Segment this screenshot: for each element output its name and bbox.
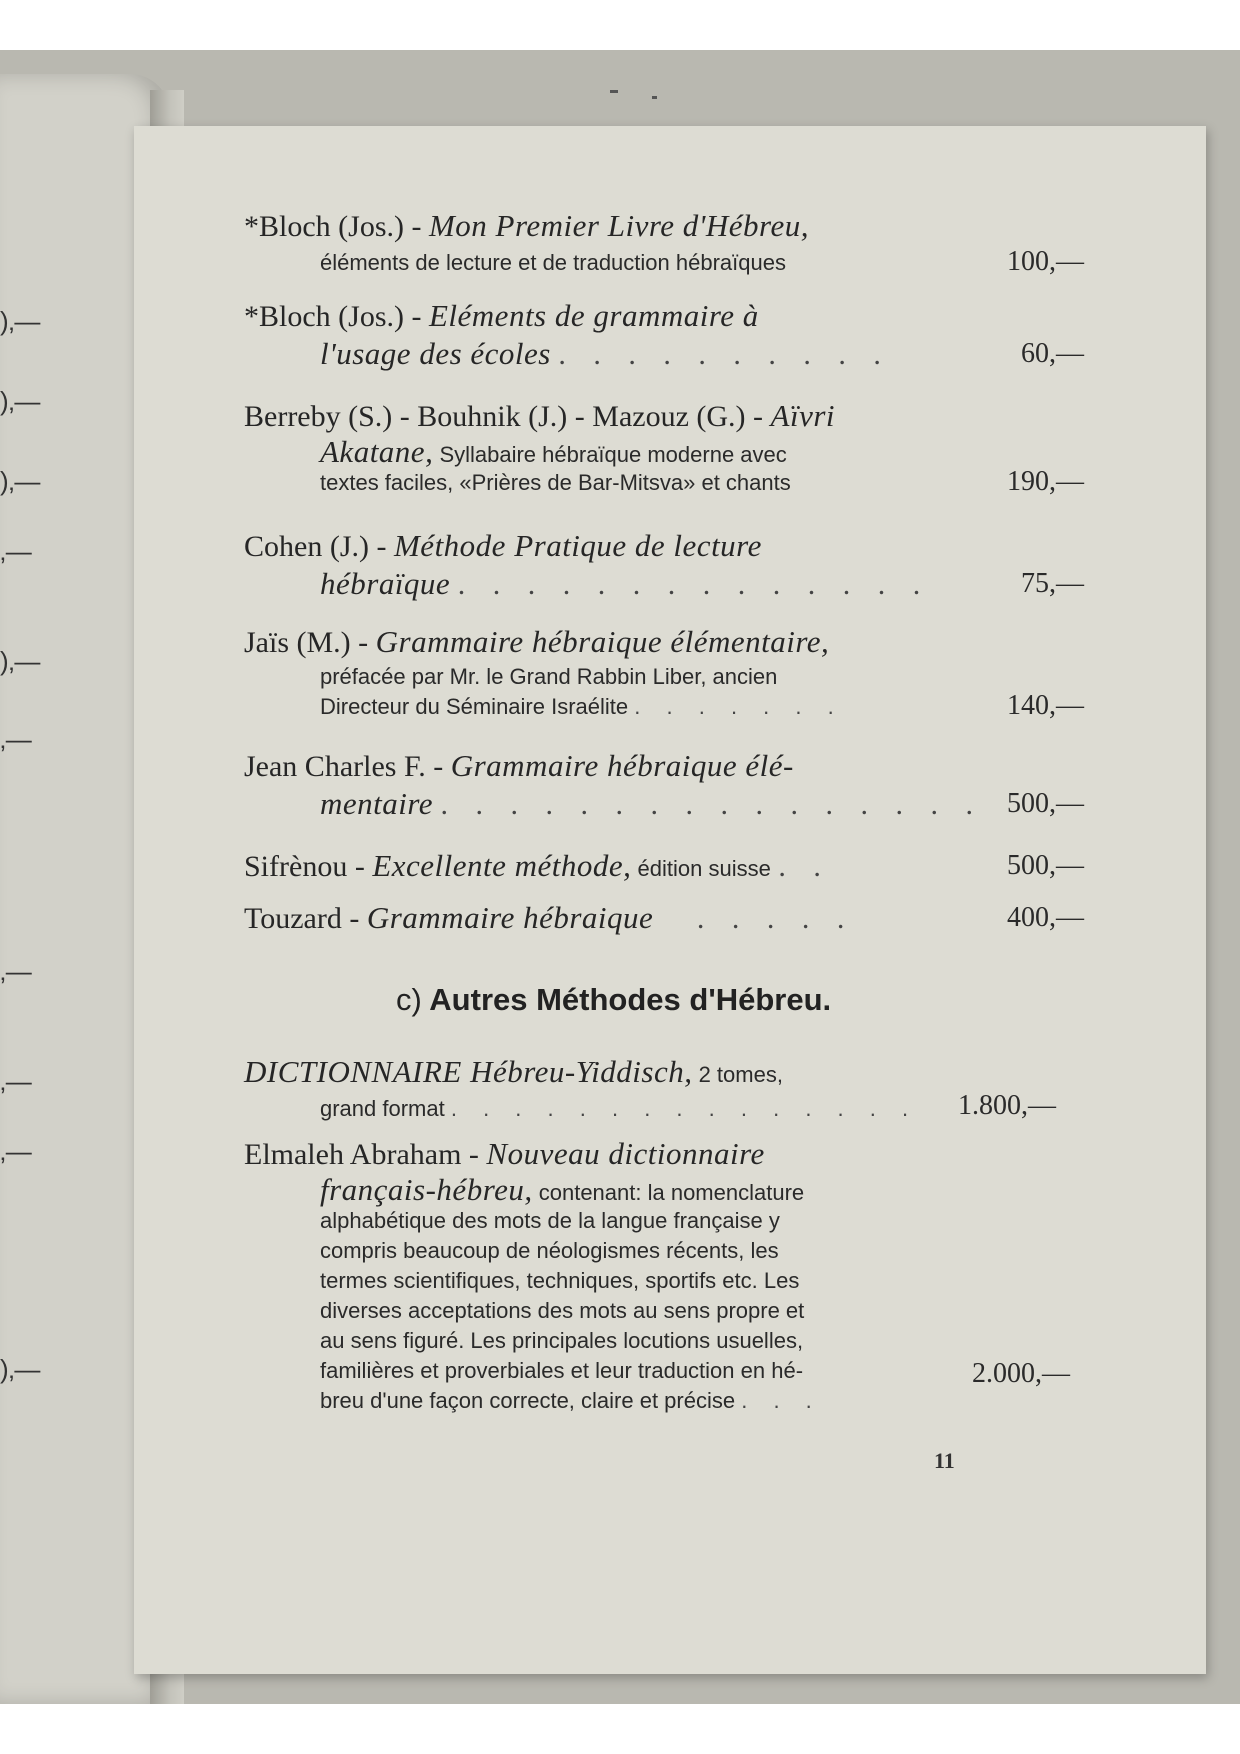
entry-title: Grammaire hébraique élémentaire, <box>375 624 830 659</box>
leader-dots: . . . . . . . . . . . . . . . <box>450 1096 919 1121</box>
entry-price: 500,— <box>1007 850 1084 881</box>
left-fragment: ‚— <box>0 1136 32 1166</box>
entry-price: 400,— <box>1007 902 1084 933</box>
entry-price: 190,— <box>1007 466 1084 497</box>
left-page-margin-fragments <box>0 74 60 1704</box>
entry-title: Grammaire hébraique <box>366 900 654 935</box>
left-fragment: )‚— <box>0 1354 41 1384</box>
left-fragment: )‚— <box>0 646 41 676</box>
leader-dots: . . . . . . . <box>634 694 844 719</box>
entry-description: breu d'une façon correcte, claire et précise <box>320 1388 736 1413</box>
entry-price: 140,— <box>1007 690 1084 721</box>
entry-author: *Bloch (Jos.) - <box>244 300 429 333</box>
catalog-entry <box>244 848 1084 888</box>
leader-dots: . . <box>778 850 831 883</box>
catalog-entry <box>244 900 1084 940</box>
entry-title: Eléments de grammaire à <box>428 298 759 333</box>
section-heading <box>396 982 831 1018</box>
catalog-entry <box>244 528 1084 608</box>
left-fragment: )‚— <box>0 466 41 496</box>
entry-description: préfacée par Mr. le Grand Rabbin Liber, ancien <box>320 664 778 689</box>
entry-author: Sifrènou - <box>244 850 373 883</box>
catalog-entry <box>244 1054 1084 1134</box>
entry-description: diverses acceptations des mots au sens propre et <box>320 1298 805 1323</box>
entry-description: Directeur du Séminaire Israélite <box>320 694 629 719</box>
left-fragment: ‚— <box>0 536 32 566</box>
leader-dots: . . . <box>741 1388 822 1413</box>
leader-dots: . . . . . . . . . . . . . . <box>457 568 931 601</box>
catalog-entry <box>244 1136 1084 1426</box>
entry-title-continued: français-hébreu, <box>320 1172 533 1207</box>
entry-author: Elmaleh Abraham - <box>244 1138 487 1171</box>
entry-author: Jaïs (M.) - <box>244 626 376 659</box>
entry-price: 75,— <box>1021 568 1084 599</box>
photo-background <box>0 50 1240 1704</box>
entry-title-continued: hébraïque <box>320 566 451 601</box>
entry-title: Excellente méthode, <box>372 848 632 883</box>
entry-author: Berreby (S.) - Bouhnik (J.) - Mazouz (G.) - <box>244 400 771 433</box>
entry-description: compris beaucoup de néologismes récents, les <box>320 1238 779 1263</box>
entry-price: 1.800,— <box>958 1090 1056 1121</box>
entry-description: alphabétique des mots de la langue française y <box>320 1208 780 1233</box>
entry-title: Aïvri <box>770 398 836 433</box>
entry-author: Touzard - <box>244 902 367 935</box>
entry-title-continued: mentaire <box>320 786 434 821</box>
leader-dots: . . . . . <box>696 902 855 935</box>
left-fragment: ‚— <box>0 1066 32 1096</box>
entry-price: 100,— <box>1007 246 1084 277</box>
left-fragment: )‚— <box>0 386 41 416</box>
entry-description: textes faciles, «Prières de Bar-Mitsva» et chants <box>320 470 791 495</box>
entry-description: 2 tomes, <box>692 1062 783 1087</box>
entry-description: Syllabaire hébraïque moderne avec <box>433 442 787 467</box>
entry-title: Grammaire hébraique élé- <box>450 748 794 783</box>
entry-price: 500,— <box>1007 788 1084 819</box>
entry-description: édition suisse <box>631 856 771 881</box>
entry-title: Mon Premier Livre d'Hébreu, <box>428 208 809 243</box>
left-fragment: )‚— <box>0 306 41 336</box>
entry-title: DICTIONNAIRE Hébreu-Yiddisch, <box>244 1054 693 1089</box>
entry-title: Nouveau dictionnaire <box>486 1136 765 1171</box>
section-title: Autres Méthodes d'Hébreu. <box>429 982 832 1017</box>
catalog-entry <box>244 398 1084 508</box>
catalog-entry <box>244 624 1084 734</box>
entry-author: *Bloch (Jos.) - <box>244 210 429 243</box>
speck <box>610 90 618 93</box>
entry-title-continued: l'usage des écoles <box>320 336 551 371</box>
entry-author: Cohen (J.) - <box>244 530 394 563</box>
catalog-entry <box>244 208 1084 288</box>
entry-price: 2.000,— <box>972 1358 1070 1389</box>
page-number: 11 <box>934 1448 955 1473</box>
left-fragment: ‚— <box>0 724 32 754</box>
speck <box>652 96 657 99</box>
entry-author: Jean Charles F. - <box>244 750 451 783</box>
entry-description: grand format <box>320 1096 445 1121</box>
leader-dots: . . . . . . . . . . . . . . . . <box>440 788 984 821</box>
catalog-entry <box>244 748 1084 828</box>
entry-description: termes scientifiques, techniques, sportifs etc. Les <box>320 1268 800 1293</box>
right-page <box>134 126 1206 1674</box>
section-letter: c) <box>396 982 422 1017</box>
entry-description: familières et proverbiales et leur traduction en hé- <box>320 1358 804 1383</box>
entry-title: Méthode Pratique de lecture <box>393 528 762 563</box>
entry-description: au sens figuré. Les principales locutions usuelles, <box>320 1328 804 1353</box>
entry-price: 60,— <box>1021 338 1084 369</box>
entry-description: contenant: la nomenclature <box>532 1180 805 1205</box>
left-fragment: ‚— <box>0 956 32 986</box>
entry-title-continued: Akatane, <box>320 434 434 469</box>
entry-description: éléments de lecture et de traduction hébraïques <box>320 250 786 275</box>
catalog-entry <box>244 298 1084 378</box>
leader-dots: . . . . . . . . . . <box>558 338 891 371</box>
